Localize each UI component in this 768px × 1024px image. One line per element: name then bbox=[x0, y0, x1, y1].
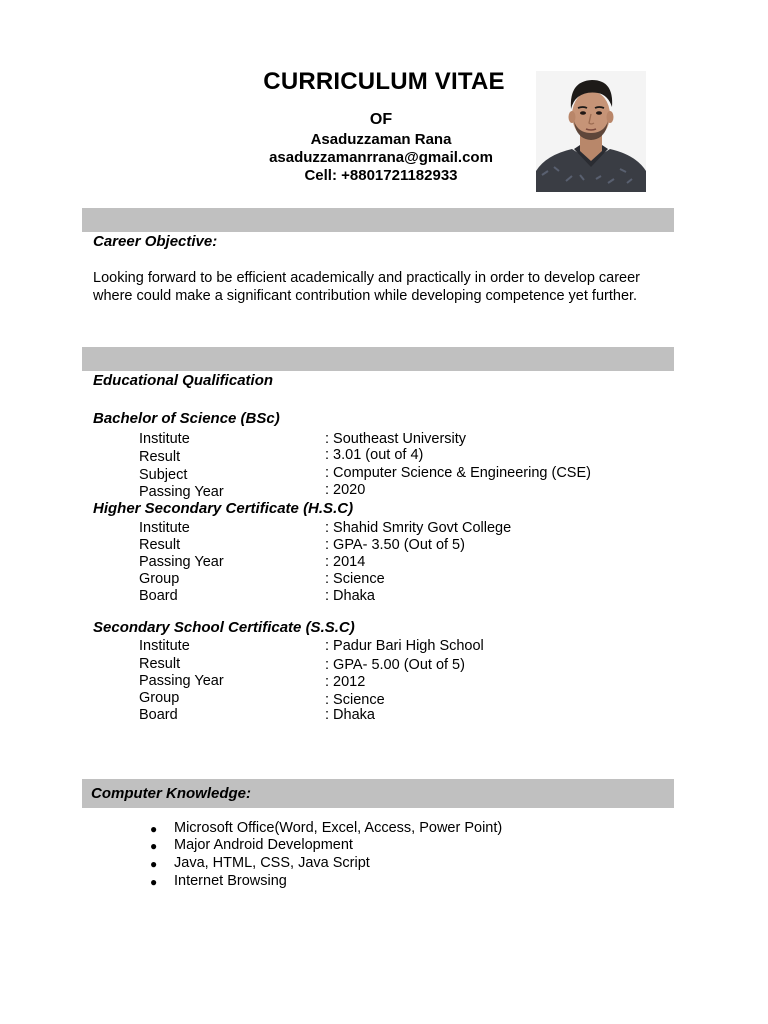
hsc-label-board: Board bbox=[139, 588, 178, 604]
candidate-name: Asaduzzaman Rana bbox=[310, 131, 452, 148]
hsc-label-institute: Institute bbox=[139, 520, 190, 536]
hsc-value-board: : Dhaka bbox=[325, 588, 375, 604]
hsc-value-institute: : Shahid Smrity Govt College bbox=[325, 520, 512, 536]
bsc-label-result: Result bbox=[139, 449, 181, 465]
candidate-email: asaduzzamanrrana@gmail.com bbox=[269, 149, 493, 166]
ssc-title: Secondary School Certificate (S.S.C) bbox=[93, 619, 355, 636]
ssc-value-group: : Science bbox=[325, 692, 385, 708]
bullet-icon: ● bbox=[150, 822, 158, 836]
hsc-value-result: : GPA- 3.50 (Out of 5) bbox=[325, 537, 465, 553]
hsc-label-passing-year: Passing Year bbox=[139, 554, 224, 570]
career-objective-heading: Career Objective: bbox=[93, 233, 218, 250]
skill-item: Java, HTML, CSS, Java Script bbox=[174, 855, 370, 871]
bsc-label-passing-year: Passing Year bbox=[139, 484, 224, 500]
bsc-value-subject: : Computer Science & Engineering (CSE) bbox=[325, 465, 591, 481]
section-bar-career bbox=[82, 208, 674, 232]
ssc-value-board: : Dhaka bbox=[325, 707, 375, 723]
bsc-value-passing-year: : 2020 bbox=[325, 482, 366, 498]
bsc-value-result: : 3.01 (out of 4) bbox=[325, 447, 424, 463]
bsc-label-institute: Institute bbox=[139, 431, 190, 447]
ssc-label-institute: Institute bbox=[139, 638, 190, 654]
profile-photo bbox=[536, 71, 646, 192]
ssc-label-board: Board bbox=[139, 707, 178, 723]
section-bar-education bbox=[82, 347, 674, 371]
hsc-label-result: Result bbox=[139, 537, 181, 553]
hsc-title: Higher Secondary Certificate (H.S.C) bbox=[93, 500, 354, 517]
ssc-label-result: Result bbox=[139, 656, 181, 672]
cv-of-label: OF bbox=[369, 111, 393, 128]
ssc-value-institute: : Padur Bari High School bbox=[325, 638, 484, 654]
person-portrait-icon bbox=[536, 71, 646, 192]
computer-knowledge-heading: Computer Knowledge: bbox=[91, 785, 251, 802]
skill-item: Major Android Development bbox=[174, 837, 353, 853]
bullet-icon: ● bbox=[150, 839, 158, 853]
bsc-value-institute: : Southeast University bbox=[325, 431, 467, 447]
education-heading: Educational Qualification bbox=[93, 372, 274, 389]
cv-title: CURRICULUM VITAE bbox=[263, 68, 505, 95]
candidate-cell: Cell: +8801721182933 bbox=[304, 167, 458, 184]
career-objective-text: Looking forward to be efficient academically and practically in order to develop career where could make a significant contribution while developing competence yet further. bbox=[93, 270, 641, 304]
hsc-label-group: Group bbox=[139, 571, 180, 587]
ssc-value-passing-year: : 2012 bbox=[325, 674, 366, 690]
bsc-title: Bachelor of Science (BSc) bbox=[93, 410, 280, 427]
ssc-label-passing-year: Passing Year bbox=[139, 673, 224, 689]
bullet-icon: ● bbox=[150, 857, 158, 871]
skill-item: Microsoft Office(Word, Excel, Access, Power Point) bbox=[174, 820, 503, 836]
hsc-value-group: : Science bbox=[325, 571, 385, 587]
hsc-value-passing-year: : 2014 bbox=[325, 554, 366, 570]
skill-item: Internet Browsing bbox=[174, 873, 287, 889]
bsc-label-subject: Subject bbox=[139, 467, 188, 483]
bullet-icon: ● bbox=[150, 875, 158, 889]
ssc-label-group: Group bbox=[139, 690, 180, 706]
ssc-value-result: : GPA- 5.00 (Out of 5) bbox=[325, 657, 465, 673]
